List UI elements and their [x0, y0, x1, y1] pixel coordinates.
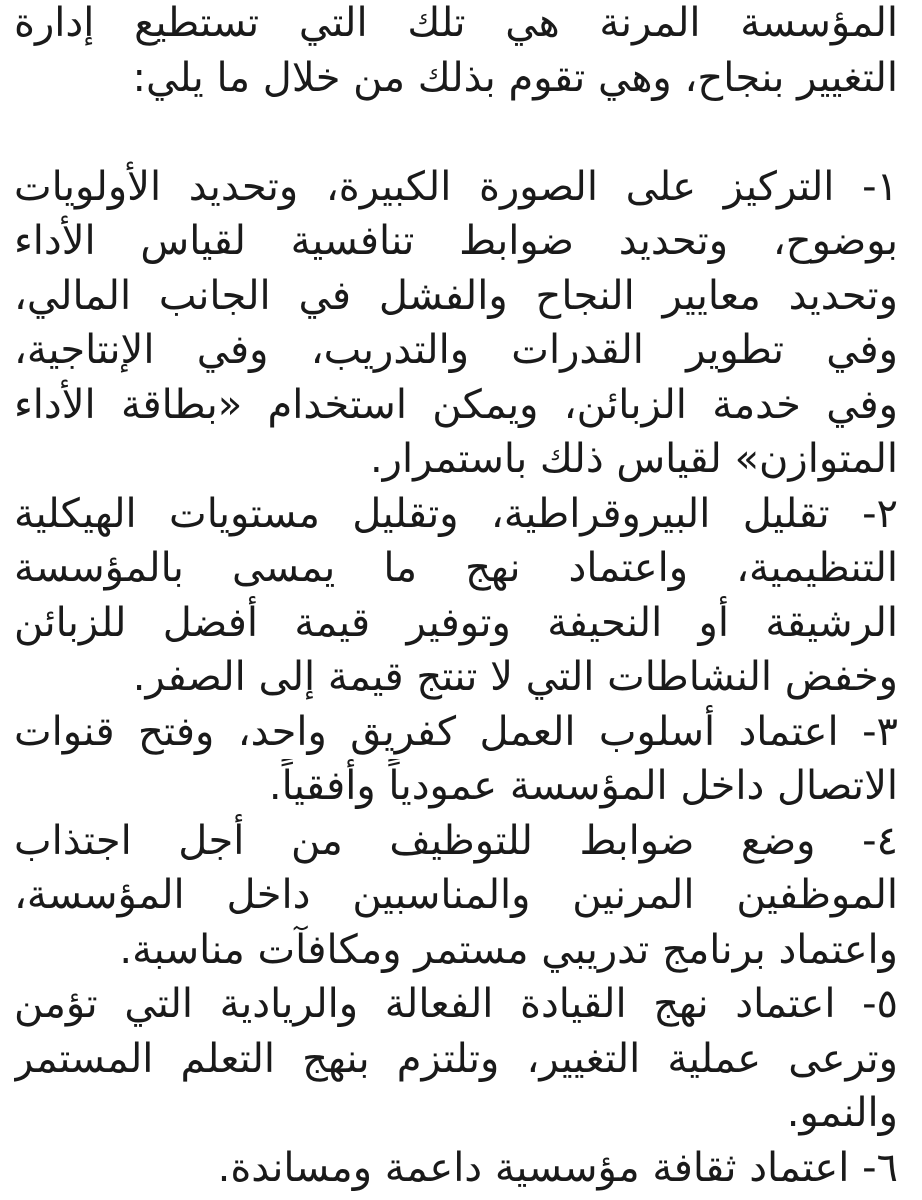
- list-item-6: [14, 1141, 898, 1196]
- paragraph-spacer: [14, 105, 898, 160]
- text-line: الرشيقة أو النحيفة وتوفير قيمة أفضل للزبائن: [14, 599, 898, 646]
- intro-paragraph: [14, 0, 898, 105]
- text-line: المؤسسة المرنة هي تلك التي تستطيع إدارة: [14, 0, 898, 46]
- text-line: ١- التركيز على الصورة الكبيرة، وتحديد الأولويات: [14, 163, 898, 210]
- text-line: ٣- اعتماد أسلوب العمل كفريق واحد، وفتح قنوات: [14, 708, 898, 755]
- text-line: ٤- وضع ضوابط للتوظيف من أجل اجتذاب: [14, 817, 898, 864]
- text-line: التنظيمية، واعتماد نهج ما يمسى بالمؤسسة: [14, 545, 898, 591]
- list-item-4: [14, 814, 898, 978]
- text-line: بوضوح، وتحديد ضوابط تنافسية لقياس الأداء: [14, 218, 898, 264]
- text-line: وخفض النشاطات التي لا تنتج قيمة إلى الصفر.: [132, 654, 898, 700]
- text-line: ٢- تقليل البيروقراطية، وتقليل مستويات الهيكلية: [14, 490, 898, 537]
- text-line: وفي تطوير القدرات والتدريب، وفي الإنتاجية،: [14, 327, 898, 373]
- list-item-5: [14, 977, 898, 1141]
- text-line: الاتصال داخل المؤسسة عمودياً وأفقياً.: [268, 763, 898, 809]
- text-line: واعتماد برنامج تدريبي مستمر ومكافآت مناسبة.: [119, 926, 898, 973]
- text-line: الموظفين المرنين والمناسبين داخل المؤسسة،: [14, 872, 898, 918]
- list-item-1: [14, 160, 898, 487]
- text-line: المتوازن» لقياس ذلك باستمرار.: [369, 436, 898, 482]
- list-item-2: [14, 487, 898, 705]
- text-line: وترعى عملية التغيير، وتلتزم بنهج التعلم المستمر: [14, 1035, 898, 1082]
- list-item-3: [14, 705, 898, 814]
- text-line: وتحديد معايير النجاح والفشل في الجانب المالي،: [14, 272, 898, 319]
- text-line: ٦- اعتماد ثقافة مؤسسية داعمة ومساندة.: [217, 1144, 898, 1191]
- text-line: وفي خدمة الزبائن، ويمكن استخدام «بطاقة الأداء: [14, 381, 898, 428]
- text-line: التغيير بنجاح، وهي تقوم بذلك من خلال ما يلي:: [132, 54, 898, 101]
- text-line: والنمو.: [786, 1090, 898, 1136]
- text-line: ٥- اعتماد نهج القيادة الفعالة والريادية التي تؤمن: [14, 981, 898, 1027]
